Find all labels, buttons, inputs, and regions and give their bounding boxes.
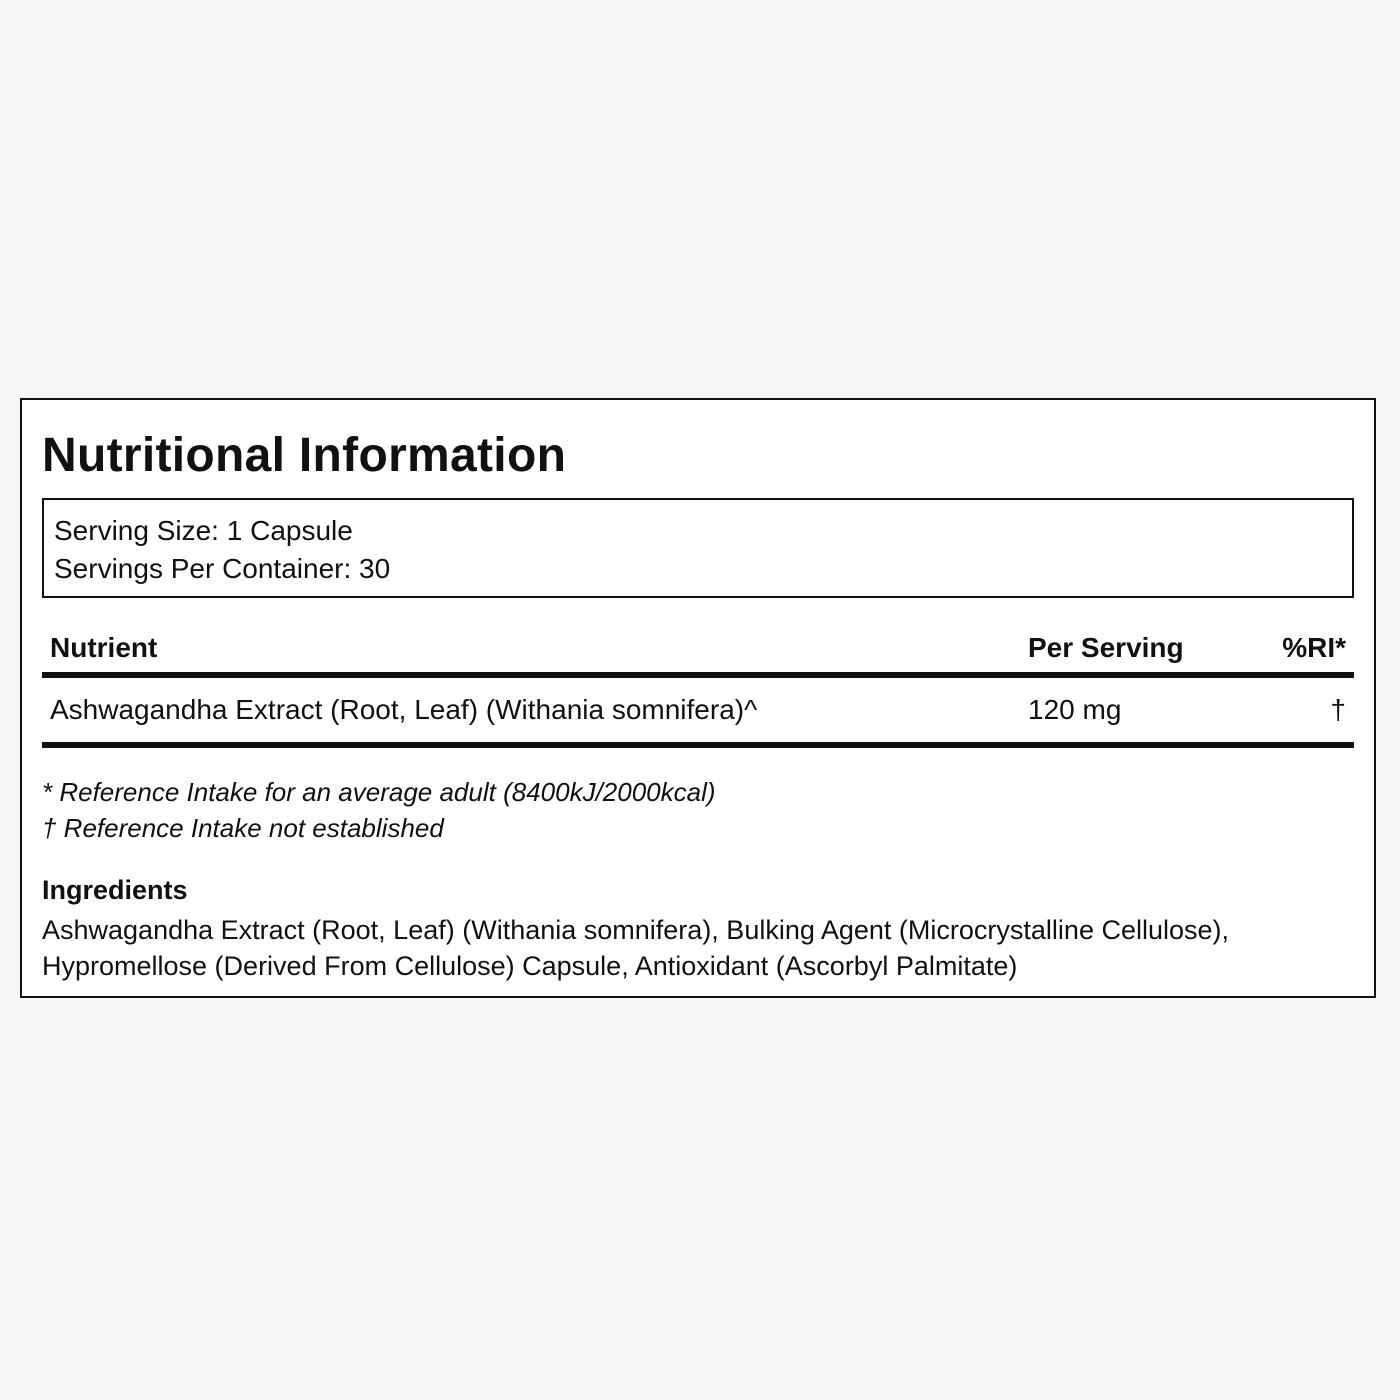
table-row [42, 678, 1354, 748]
footnotes [42, 774, 1354, 846]
nutrition-label-panel [20, 398, 1376, 998]
page-title: Nutritional Information [42, 429, 567, 482]
table-header-row [42, 624, 1354, 678]
nutrient-table [42, 624, 1354, 748]
header-ri: %RI* [1282, 632, 1346, 663]
serving-info-box [42, 498, 1354, 598]
ingredients-text: Ashwagandha Extract (Root, Leaf) (Withania somnifera), Bulking Agent (Microcrystalline Cellulose), Hypromellose (Derived From Cellulose) Capsule, Antioxidant (Ascorbyl Palmitate) [42, 915, 1230, 981]
serving-size: Serving Size: 1 Capsule [54, 515, 353, 546]
nutrient-name: Ashwagandha Extract (Root, Leaf) (Withania somnifera)^ [50, 694, 758, 725]
header-per-serving: Per Serving [1028, 632, 1184, 663]
ingredients-heading: Ingredients [42, 875, 188, 905]
footnote-not-established: † Reference Intake not established [42, 813, 444, 843]
header-nutrient: Nutrient [50, 632, 158, 663]
nutrient-amount: 120 mg [1028, 694, 1122, 725]
nutrient-ri: † [1330, 694, 1346, 725]
servings-per-container: Servings Per Container: 30 [54, 553, 391, 584]
footnote-ri: * Reference Intake for an average adult (8400kJ/2000kcal) [42, 777, 716, 807]
